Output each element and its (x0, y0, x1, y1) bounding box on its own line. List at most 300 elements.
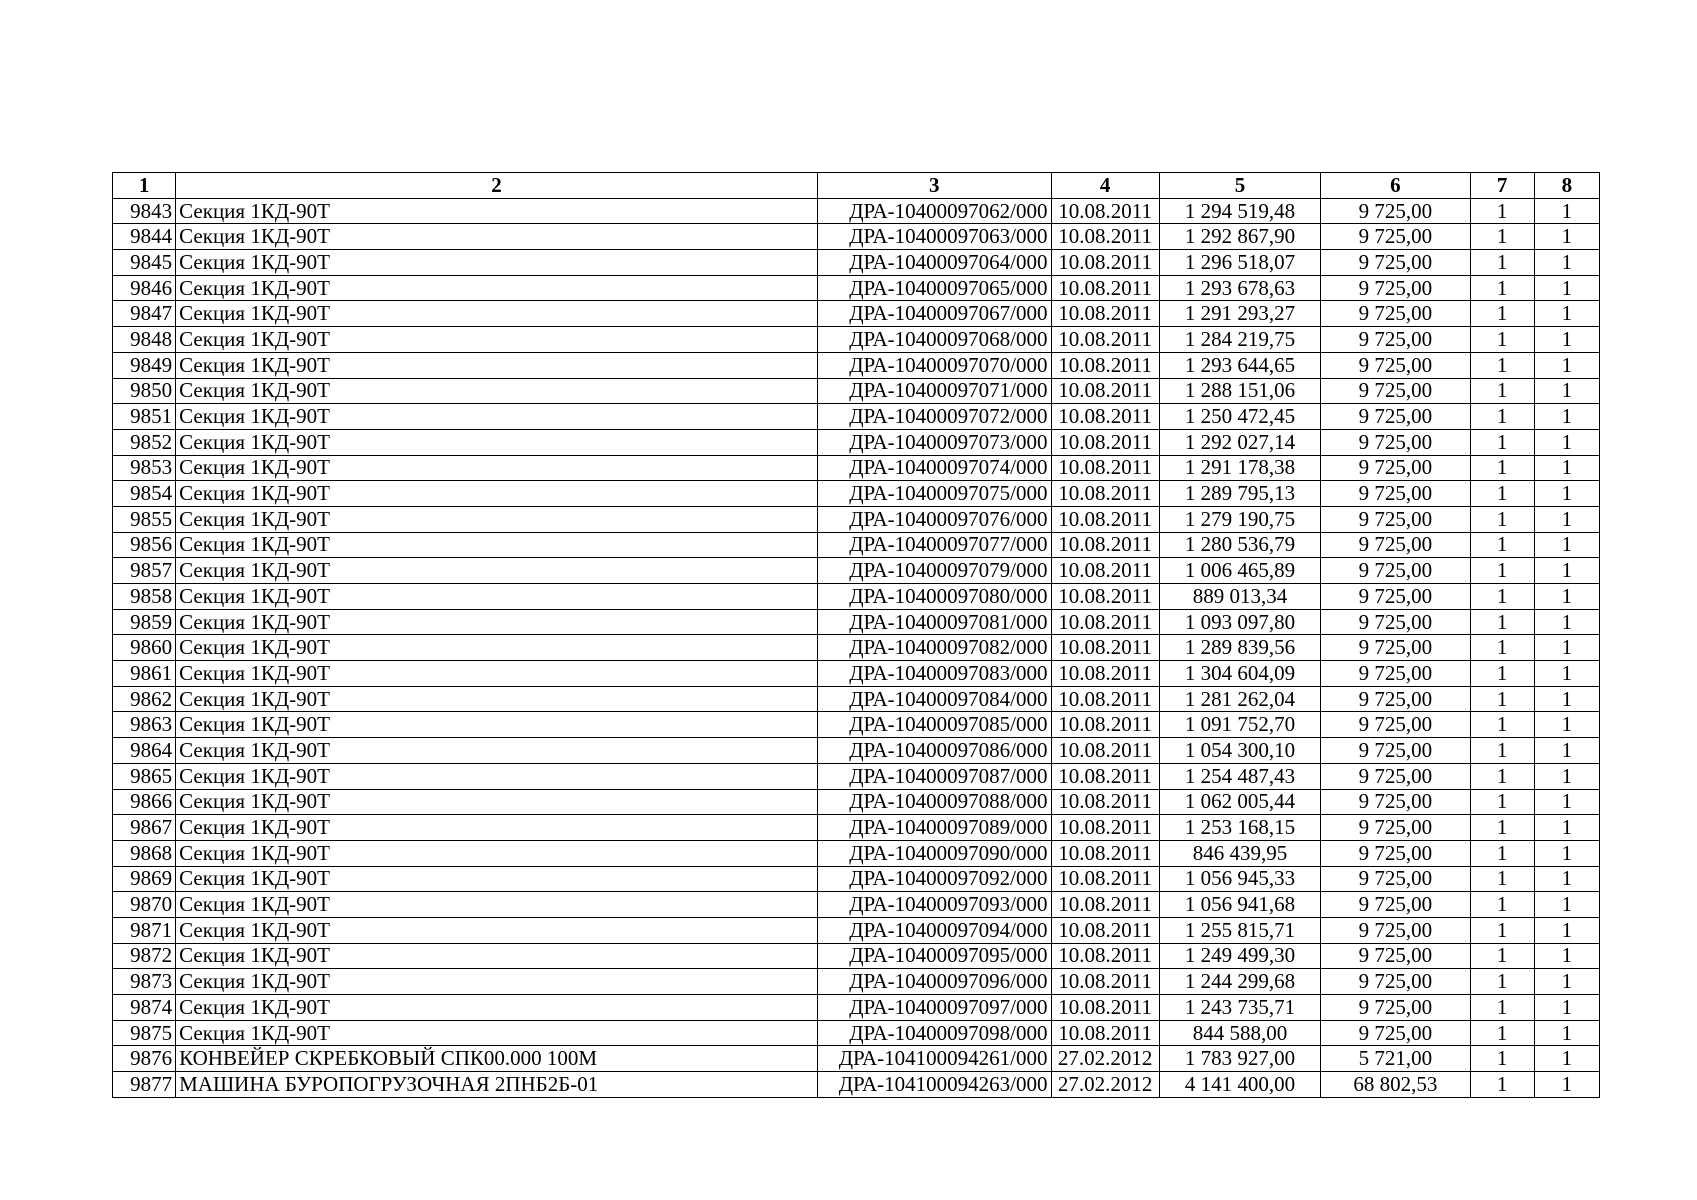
quantity-cell: 1 (1470, 840, 1534, 866)
table-row (113, 995, 1600, 1021)
initial-cost-cell: 4 141 400,00 (1159, 1072, 1320, 1098)
inventory-code-cell: ДРА-10400097097/000 (817, 995, 1051, 1021)
count-cell: 1 (1534, 481, 1599, 507)
row-number-cell: 9868 (113, 840, 176, 866)
item-name-cell: Секция 1КД-90Т (176, 892, 818, 918)
table-row (113, 763, 1600, 789)
date-cell: 10.08.2011 (1051, 789, 1159, 815)
inventory-code-cell: ДРА-10400097087/000 (817, 763, 1051, 789)
row-number-cell: 9874 (113, 995, 176, 1021)
item-name-cell: МАШИНА БУРОПОГРУЗОЧНАЯ 2ПНБ2Б-01 (176, 1072, 818, 1098)
table-row (113, 429, 1600, 455)
quantity-cell: 1 (1470, 429, 1534, 455)
item-name-cell: Секция 1КД-90Т (176, 712, 818, 738)
initial-cost-cell: 1 293 678,63 (1159, 275, 1320, 301)
date-cell: 10.08.2011 (1051, 661, 1159, 687)
item-name-cell: Секция 1КД-90Т (176, 455, 818, 481)
item-name-cell: Секция 1КД-90Т (176, 1020, 818, 1046)
quantity-cell: 1 (1470, 943, 1534, 969)
initial-cost-cell: 1 006 465,89 (1159, 558, 1320, 584)
quantity-cell: 1 (1470, 378, 1534, 404)
column-header: 5 (1159, 173, 1320, 199)
initial-cost-cell: 1 056 941,68 (1159, 892, 1320, 918)
count-cell: 1 (1534, 943, 1599, 969)
inventory-code-cell: ДРА-10400097096/000 (817, 969, 1051, 995)
inventory-code-cell: ДРА-10400097080/000 (817, 584, 1051, 610)
residual-cost-cell: 9 725,00 (1321, 917, 1470, 943)
row-number-cell: 9847 (113, 301, 176, 327)
inventory-code-cell: ДРА-10400097090/000 (817, 840, 1051, 866)
row-number-cell: 9862 (113, 686, 176, 712)
table-row (113, 506, 1600, 532)
item-name-cell: Секция 1КД-90Т (176, 609, 818, 635)
quantity-cell: 1 (1470, 224, 1534, 250)
row-number-cell: 9851 (113, 404, 176, 430)
date-cell: 10.08.2011 (1051, 686, 1159, 712)
item-name-cell: Секция 1КД-90Т (176, 198, 818, 224)
count-cell: 1 (1534, 995, 1599, 1021)
quantity-cell: 1 (1470, 995, 1534, 1021)
residual-cost-cell: 9 725,00 (1321, 661, 1470, 687)
quantity-cell: 1 (1470, 404, 1534, 430)
inventory-code-cell: ДРА-104100094261/000 (817, 1046, 1051, 1072)
inventory-code-cell: ДРА-10400097084/000 (817, 686, 1051, 712)
residual-cost-cell: 9 725,00 (1321, 429, 1470, 455)
item-name-cell: Секция 1КД-90Т (176, 815, 818, 841)
residual-cost-cell: 9 725,00 (1321, 815, 1470, 841)
count-cell: 1 (1534, 1072, 1599, 1098)
count-cell: 1 (1534, 1020, 1599, 1046)
row-number-cell: 9876 (113, 1046, 176, 1072)
column-header: 4 (1051, 173, 1159, 199)
count-cell: 1 (1534, 198, 1599, 224)
quantity-cell: 1 (1470, 635, 1534, 661)
inventory-code-cell: ДРА-10400097085/000 (817, 712, 1051, 738)
residual-cost-cell: 9 725,00 (1321, 686, 1470, 712)
quantity-cell: 1 (1470, 455, 1534, 481)
inventory-code-cell: ДРА-10400097075/000 (817, 481, 1051, 507)
count-cell: 1 (1534, 840, 1599, 866)
item-name-cell: Секция 1КД-90Т (176, 686, 818, 712)
row-number-cell: 9848 (113, 327, 176, 353)
initial-cost-cell: 846 439,95 (1159, 840, 1320, 866)
column-header: 8 (1534, 173, 1599, 199)
quantity-cell: 1 (1470, 558, 1534, 584)
initial-cost-cell: 1 288 151,06 (1159, 378, 1320, 404)
inventory-code-cell: ДРА-10400097068/000 (817, 327, 1051, 353)
count-cell: 1 (1534, 789, 1599, 815)
item-name-cell: Секция 1КД-90Т (176, 275, 818, 301)
item-name-cell: Секция 1КД-90Т (176, 378, 818, 404)
table-row (113, 712, 1600, 738)
quantity-cell: 1 (1470, 327, 1534, 353)
inventory-code-cell: ДРА-10400097067/000 (817, 301, 1051, 327)
count-cell: 1 (1534, 815, 1599, 841)
residual-cost-cell: 9 725,00 (1321, 224, 1470, 250)
row-number-cell: 9849 (113, 352, 176, 378)
quantity-cell: 1 (1470, 917, 1534, 943)
residual-cost-cell: 9 725,00 (1321, 840, 1470, 866)
inventory-code-cell: ДРА-10400097083/000 (817, 661, 1051, 687)
initial-cost-cell: 1 292 867,90 (1159, 224, 1320, 250)
inventory-code-cell: ДРА-10400097086/000 (817, 738, 1051, 764)
row-number-cell: 9867 (113, 815, 176, 841)
item-name-cell: Секция 1КД-90Т (176, 301, 818, 327)
residual-cost-cell: 9 725,00 (1321, 943, 1470, 969)
item-name-cell: Секция 1КД-90Т (176, 429, 818, 455)
row-number-cell: 9863 (113, 712, 176, 738)
date-cell: 10.08.2011 (1051, 275, 1159, 301)
item-name-cell: Секция 1КД-90Т (176, 352, 818, 378)
quantity-cell: 1 (1470, 1046, 1534, 1072)
item-name-cell: Секция 1КД-90Т (176, 250, 818, 276)
quantity-cell: 1 (1470, 506, 1534, 532)
column-header: 6 (1321, 173, 1470, 199)
residual-cost-cell: 9 725,00 (1321, 892, 1470, 918)
count-cell: 1 (1534, 429, 1599, 455)
date-cell: 10.08.2011 (1051, 943, 1159, 969)
inventory-code-cell: ДРА-10400097094/000 (817, 917, 1051, 943)
row-number-cell: 9844 (113, 224, 176, 250)
count-cell: 1 (1534, 327, 1599, 353)
initial-cost-cell: 889 013,34 (1159, 584, 1320, 610)
row-number-cell: 9860 (113, 635, 176, 661)
initial-cost-cell: 1 292 027,14 (1159, 429, 1320, 455)
item-name-cell: Секция 1КД-90Т (176, 840, 818, 866)
residual-cost-cell: 9 725,00 (1321, 763, 1470, 789)
column-header: 2 (176, 173, 818, 199)
quantity-cell: 1 (1470, 789, 1534, 815)
count-cell: 1 (1534, 558, 1599, 584)
initial-cost-cell: 1 783 927,00 (1159, 1046, 1320, 1072)
date-cell: 10.08.2011 (1051, 352, 1159, 378)
count-cell: 1 (1534, 866, 1599, 892)
row-number-cell: 9854 (113, 481, 176, 507)
quantity-cell: 1 (1470, 584, 1534, 610)
row-number-cell: 9861 (113, 661, 176, 687)
row-number-cell: 9875 (113, 1020, 176, 1046)
item-name-cell: Секция 1КД-90Т (176, 635, 818, 661)
count-cell: 1 (1534, 661, 1599, 687)
asset-register-table (112, 172, 1600, 1098)
quantity-cell: 1 (1470, 301, 1534, 327)
initial-cost-cell: 1 291 178,38 (1159, 455, 1320, 481)
quantity-cell: 1 (1470, 198, 1534, 224)
initial-cost-cell: 1 281 262,04 (1159, 686, 1320, 712)
inventory-code-cell: ДРА-10400097070/000 (817, 352, 1051, 378)
inventory-code-cell: ДРА-10400097062/000 (817, 198, 1051, 224)
table-row (113, 840, 1600, 866)
quantity-cell: 1 (1470, 892, 1534, 918)
table-row (113, 892, 1600, 918)
count-cell: 1 (1534, 455, 1599, 481)
item-name-cell: Секция 1КД-90Т (176, 404, 818, 430)
count-cell: 1 (1534, 738, 1599, 764)
count-cell: 1 (1534, 352, 1599, 378)
quantity-cell: 1 (1470, 352, 1534, 378)
count-cell: 1 (1534, 1046, 1599, 1072)
table-row (113, 378, 1600, 404)
quantity-cell: 1 (1470, 815, 1534, 841)
residual-cost-cell: 5 721,00 (1321, 1046, 1470, 1072)
residual-cost-cell: 9 725,00 (1321, 532, 1470, 558)
count-cell: 1 (1534, 378, 1599, 404)
initial-cost-cell: 1 244 299,68 (1159, 969, 1320, 995)
item-name-cell: Секция 1КД-90Т (176, 995, 818, 1021)
date-cell: 10.08.2011 (1051, 224, 1159, 250)
initial-cost-cell: 1 284 219,75 (1159, 327, 1320, 353)
residual-cost-cell: 9 725,00 (1321, 866, 1470, 892)
inventory-code-cell: ДРА-10400097077/000 (817, 532, 1051, 558)
residual-cost-cell: 9 725,00 (1321, 738, 1470, 764)
row-number-cell: 9859 (113, 609, 176, 635)
row-number-cell: 9873 (113, 969, 176, 995)
residual-cost-cell: 9 725,00 (1321, 506, 1470, 532)
date-cell: 10.08.2011 (1051, 198, 1159, 224)
inventory-code-cell: ДРА-10400097064/000 (817, 250, 1051, 276)
date-cell: 10.08.2011 (1051, 429, 1159, 455)
initial-cost-cell: 1 280 536,79 (1159, 532, 1320, 558)
date-cell: 10.08.2011 (1051, 532, 1159, 558)
row-number-cell: 9870 (113, 892, 176, 918)
inventory-code-cell: ДРА-10400097089/000 (817, 815, 1051, 841)
count-cell: 1 (1534, 506, 1599, 532)
inventory-code-cell: ДРА-10400097063/000 (817, 224, 1051, 250)
date-cell: 10.08.2011 (1051, 738, 1159, 764)
date-cell: 10.08.2011 (1051, 840, 1159, 866)
date-cell: 10.08.2011 (1051, 301, 1159, 327)
initial-cost-cell: 1 253 168,15 (1159, 815, 1320, 841)
initial-cost-cell: 1 294 519,48 (1159, 198, 1320, 224)
inventory-code-cell: ДРА-10400097081/000 (817, 609, 1051, 635)
item-name-cell: Секция 1КД-90Т (176, 558, 818, 584)
row-number-cell: 9855 (113, 506, 176, 532)
item-name-cell: Секция 1КД-90Т (176, 763, 818, 789)
count-cell: 1 (1534, 275, 1599, 301)
inventory-code-cell: ДРА-10400097088/000 (817, 789, 1051, 815)
residual-cost-cell: 9 725,00 (1321, 995, 1470, 1021)
item-name-cell: Секция 1КД-90Т (176, 224, 818, 250)
inventory-code-cell: ДРА-10400097095/000 (817, 943, 1051, 969)
table-row (113, 584, 1600, 610)
date-cell: 10.08.2011 (1051, 969, 1159, 995)
row-number-cell: 9850 (113, 378, 176, 404)
inventory-code-cell: ДРА-10400097071/000 (817, 378, 1051, 404)
table-row (113, 404, 1600, 430)
table-body (113, 198, 1600, 1097)
date-cell: 10.08.2011 (1051, 866, 1159, 892)
row-number-cell: 9877 (113, 1072, 176, 1098)
count-cell: 1 (1534, 917, 1599, 943)
initial-cost-cell: 1 304 604,09 (1159, 661, 1320, 687)
residual-cost-cell: 9 725,00 (1321, 481, 1470, 507)
item-name-cell: Секция 1КД-90Т (176, 506, 818, 532)
item-name-cell: Секция 1КД-90Т (176, 789, 818, 815)
quantity-cell: 1 (1470, 1072, 1534, 1098)
initial-cost-cell: 1 250 472,45 (1159, 404, 1320, 430)
quantity-cell: 1 (1470, 532, 1534, 558)
quantity-cell: 1 (1470, 763, 1534, 789)
row-number-cell: 9869 (113, 866, 176, 892)
residual-cost-cell: 9 725,00 (1321, 584, 1470, 610)
table-row (113, 352, 1600, 378)
table-row (113, 224, 1600, 250)
row-number-cell: 9843 (113, 198, 176, 224)
table-row (113, 250, 1600, 276)
item-name-cell: Секция 1КД-90Т (176, 917, 818, 943)
quantity-cell: 1 (1470, 609, 1534, 635)
initial-cost-cell: 1 291 293,27 (1159, 301, 1320, 327)
date-cell: 10.08.2011 (1051, 506, 1159, 532)
residual-cost-cell: 9 725,00 (1321, 378, 1470, 404)
residual-cost-cell: 9 725,00 (1321, 558, 1470, 584)
date-cell: 10.08.2011 (1051, 635, 1159, 661)
row-number-cell: 9865 (113, 763, 176, 789)
column-header: 1 (113, 173, 176, 199)
row-number-cell: 9853 (113, 455, 176, 481)
count-cell: 1 (1534, 635, 1599, 661)
row-number-cell: 9857 (113, 558, 176, 584)
date-cell: 10.08.2011 (1051, 250, 1159, 276)
residual-cost-cell: 9 725,00 (1321, 609, 1470, 635)
residual-cost-cell: 9 725,00 (1321, 275, 1470, 301)
date-cell: 10.08.2011 (1051, 1020, 1159, 1046)
table-row (113, 275, 1600, 301)
count-cell: 1 (1534, 763, 1599, 789)
row-number-cell: 9872 (113, 943, 176, 969)
table-row (113, 198, 1600, 224)
quantity-cell: 1 (1470, 661, 1534, 687)
table-row (113, 789, 1600, 815)
date-cell: 10.08.2011 (1051, 481, 1159, 507)
item-name-cell: Секция 1КД-90Т (176, 943, 818, 969)
count-cell: 1 (1534, 404, 1599, 430)
row-number-cell: 9846 (113, 275, 176, 301)
date-cell: 10.08.2011 (1051, 584, 1159, 610)
residual-cost-cell: 9 725,00 (1321, 301, 1470, 327)
column-header: 7 (1470, 173, 1534, 199)
row-number-cell: 9852 (113, 429, 176, 455)
table-row (113, 532, 1600, 558)
quantity-cell: 1 (1470, 250, 1534, 276)
table-row (113, 866, 1600, 892)
residual-cost-cell: 9 725,00 (1321, 1020, 1470, 1046)
initial-cost-cell: 1 289 795,13 (1159, 481, 1320, 507)
row-number-cell: 9864 (113, 738, 176, 764)
date-cell: 10.08.2011 (1051, 558, 1159, 584)
inventory-code-cell: ДРА-10400097073/000 (817, 429, 1051, 455)
inventory-code-cell: ДРА-10400097092/000 (817, 866, 1051, 892)
date-cell: 10.08.2011 (1051, 404, 1159, 430)
table-row (113, 635, 1600, 661)
count-cell: 1 (1534, 686, 1599, 712)
inventory-code-cell: ДРА-104100094263/000 (817, 1072, 1051, 1098)
initial-cost-cell: 844 588,00 (1159, 1020, 1320, 1046)
table-row (113, 301, 1600, 327)
quantity-cell: 1 (1470, 275, 1534, 301)
quantity-cell: 1 (1470, 481, 1534, 507)
column-header: 3 (817, 173, 1051, 199)
count-cell: 1 (1534, 969, 1599, 995)
quantity-cell: 1 (1470, 686, 1534, 712)
count-cell: 1 (1534, 250, 1599, 276)
inventory-code-cell: ДРА-10400097072/000 (817, 404, 1051, 430)
initial-cost-cell: 1 289 839,56 (1159, 635, 1320, 661)
residual-cost-cell: 9 725,00 (1321, 789, 1470, 815)
initial-cost-cell: 1 293 644,65 (1159, 352, 1320, 378)
table-row (113, 1020, 1600, 1046)
count-cell: 1 (1534, 892, 1599, 918)
count-cell: 1 (1534, 584, 1599, 610)
residual-cost-cell: 9 725,00 (1321, 712, 1470, 738)
residual-cost-cell: 9 725,00 (1321, 404, 1470, 430)
date-cell: 10.08.2011 (1051, 378, 1159, 404)
table-row (113, 481, 1600, 507)
date-cell: 10.08.2011 (1051, 917, 1159, 943)
count-cell: 1 (1534, 301, 1599, 327)
date-cell: 10.08.2011 (1051, 995, 1159, 1021)
row-number-cell: 9856 (113, 532, 176, 558)
item-name-cell: КОНВЕЙЕР СКРЕБКОВЫЙ СПК00.000 100М (176, 1046, 818, 1072)
initial-cost-cell: 1 279 190,75 (1159, 506, 1320, 532)
date-cell: 10.08.2011 (1051, 609, 1159, 635)
residual-cost-cell: 9 725,00 (1321, 198, 1470, 224)
date-cell: 10.08.2011 (1051, 892, 1159, 918)
initial-cost-cell: 1 054 300,10 (1159, 738, 1320, 764)
residual-cost-cell: 9 725,00 (1321, 250, 1470, 276)
item-name-cell: Секция 1КД-90Т (176, 866, 818, 892)
inventory-code-cell: ДРА-10400097065/000 (817, 275, 1051, 301)
item-name-cell: Секция 1КД-90Т (176, 327, 818, 353)
quantity-cell: 1 (1470, 969, 1534, 995)
item-name-cell: Секция 1КД-90Т (176, 532, 818, 558)
residual-cost-cell: 9 725,00 (1321, 327, 1470, 353)
item-name-cell: Секция 1КД-90Т (176, 969, 818, 995)
inventory-code-cell: ДРА-10400097082/000 (817, 635, 1051, 661)
table-row (113, 917, 1600, 943)
table-row (113, 609, 1600, 635)
residual-cost-cell: 9 725,00 (1321, 455, 1470, 481)
table-row (113, 686, 1600, 712)
count-cell: 1 (1534, 224, 1599, 250)
quantity-cell: 1 (1470, 738, 1534, 764)
table-row (113, 1046, 1600, 1072)
count-cell: 1 (1534, 609, 1599, 635)
date-cell: 27.02.2012 (1051, 1046, 1159, 1072)
inventory-code-cell: ДРА-10400097074/000 (817, 455, 1051, 481)
item-name-cell: Секция 1КД-90Т (176, 584, 818, 610)
date-cell: 10.08.2011 (1051, 763, 1159, 789)
table-row (113, 943, 1600, 969)
inventory-code-cell: ДРА-10400097076/000 (817, 506, 1051, 532)
date-cell: 10.08.2011 (1051, 327, 1159, 353)
inventory-code-cell: ДРА-10400097098/000 (817, 1020, 1051, 1046)
table-row (113, 815, 1600, 841)
date-cell: 10.08.2011 (1051, 712, 1159, 738)
date-cell: 27.02.2012 (1051, 1072, 1159, 1098)
item-name-cell: Секция 1КД-90Т (176, 481, 818, 507)
row-number-cell: 9845 (113, 250, 176, 276)
row-number-cell: 9871 (113, 917, 176, 943)
count-cell: 1 (1534, 532, 1599, 558)
initial-cost-cell: 1 243 735,71 (1159, 995, 1320, 1021)
initial-cost-cell: 1 062 005,44 (1159, 789, 1320, 815)
residual-cost-cell: 9 725,00 (1321, 635, 1470, 661)
residual-cost-cell: 9 725,00 (1321, 969, 1470, 995)
initial-cost-cell: 1 254 487,43 (1159, 763, 1320, 789)
table-row (113, 455, 1600, 481)
table-row (113, 738, 1600, 764)
